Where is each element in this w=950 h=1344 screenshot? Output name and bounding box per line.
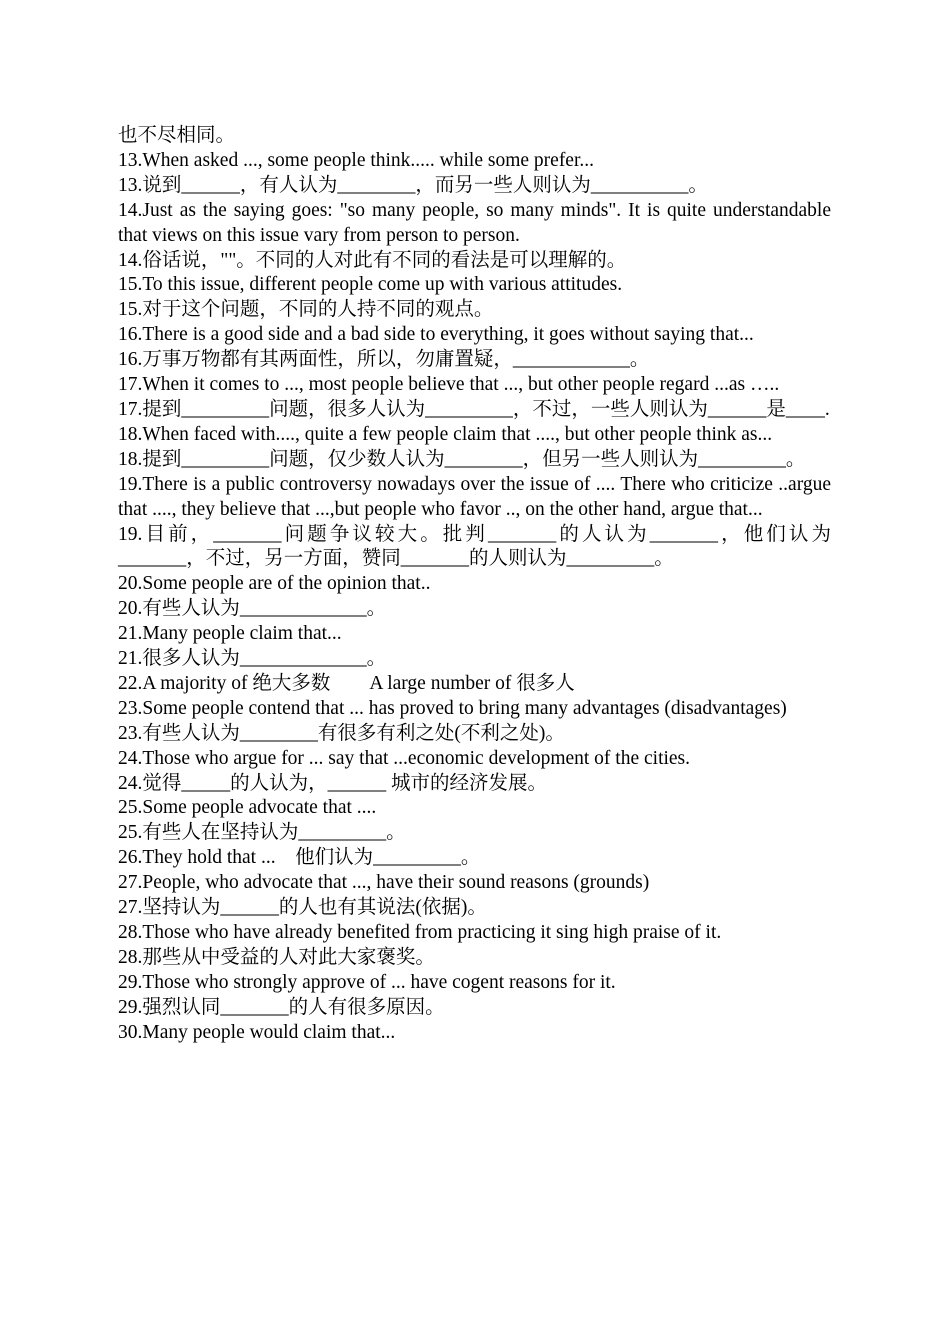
text-line: 15.对于这个问题，不同的人持不同的观点。 — [118, 299, 494, 321]
text-line: 22.A majority of 绝大多数 A large number of 很多人 — [118, 672, 575, 694]
text-line: 20.Some people are of the opinion that.. — [118, 573, 431, 595]
text-line: 30.Many people would claim that... — [118, 1021, 396, 1043]
text-line: 27.People, who advocate that ..., have their sound reasons (grounds) — [118, 872, 650, 894]
text-line: 17.提到_________问题，很多人认为_________，不过，一些人则认为______是____. — [118, 398, 830, 420]
text-line: 28.那些从中受益的人对此大家褒奖。 — [118, 946, 435, 968]
text-line: 29.Those who strongly approve of ... have cogent reasons for it. — [118, 971, 616, 993]
text-line: 24.觉得_____的人认为，______ 城市的经济发展。 — [118, 772, 548, 794]
text-line: 20.有些人认为_____________。 — [118, 598, 387, 620]
text-line: 16.There is a good side and a bad side to everything, it goes without saying that... — [118, 324, 754, 346]
text-line: 27.坚持认为______的人也有其说法(依据)。 — [118, 897, 487, 919]
text-line: 19.There is a public controversy nowadays over the issue of .... There who criticize ..argue that ...., they believe that ...,but people who favor .., on the other hand, argue that... — [118, 473, 836, 520]
text-line: 16.万事万物都有其两面性，所以，勿庸置疑，____________。 — [118, 349, 650, 371]
text-line: 21.Many people claim that... — [118, 623, 342, 645]
text-line: 21.很多人认为_____________。 — [118, 648, 387, 670]
text-line: 24.Those who argue for ... say that ...economic development of the cities. — [118, 747, 691, 769]
text-line: 28.Those who have already benefited from practicing it sing high praise of it. — [118, 922, 722, 943]
text-line: 25.有些人在坚持认为_________。 — [118, 822, 406, 844]
text-line: 14.俗话说，""。不同的人对此有不同的看法是可以理解的。 — [118, 249, 627, 271]
text-line: 18.When faced with...., quite a few people claim that ...., but other people think as... — [118, 423, 773, 445]
text-line: 13.说到______，有人认为________，而另一些人则认为__________。 — [118, 174, 708, 196]
text-line: 13.When asked ..., some people think..... while some prefer... — [118, 149, 595, 171]
text-line: 15.To this issue, different people come up with various attitudes. — [118, 274, 623, 296]
text-line: 18.提到_________问题，仅少数人认为________，但另一些人则认为_________。 — [118, 448, 806, 470]
text-line: 26.They hold that ... 他们认为_________。 — [118, 847, 481, 869]
text-line: 29.强烈认同_______的人有很多原因。 — [118, 996, 445, 1018]
text-line: 也不尽相同。 — [118, 125, 236, 146]
text-line: 17.When it comes to ..., most people believe that ..., but other people regard ...as ….. — [118, 374, 780, 396]
text-line: 14.Just as the saying goes: "so many people, so many minds". It is quite understandable that views on this issue vary from person to person. — [118, 199, 836, 246]
text-line: 23.Some people contend that ... has proved to bring many advantages (disadvantages) — [118, 697, 787, 719]
text-line: 19.目前，_______问题争议较大。批判_______的人认为_______，他们认为_______，不过，另一方面，赞同_______的人则认为_________。 — [118, 523, 831, 570]
document-body — [118, 124, 836, 1046]
text-line: 25.Some people advocate that .... — [118, 797, 377, 819]
text-line: 23.有些人认为________有很多有利之处(不利之处)。 — [118, 722, 565, 744]
